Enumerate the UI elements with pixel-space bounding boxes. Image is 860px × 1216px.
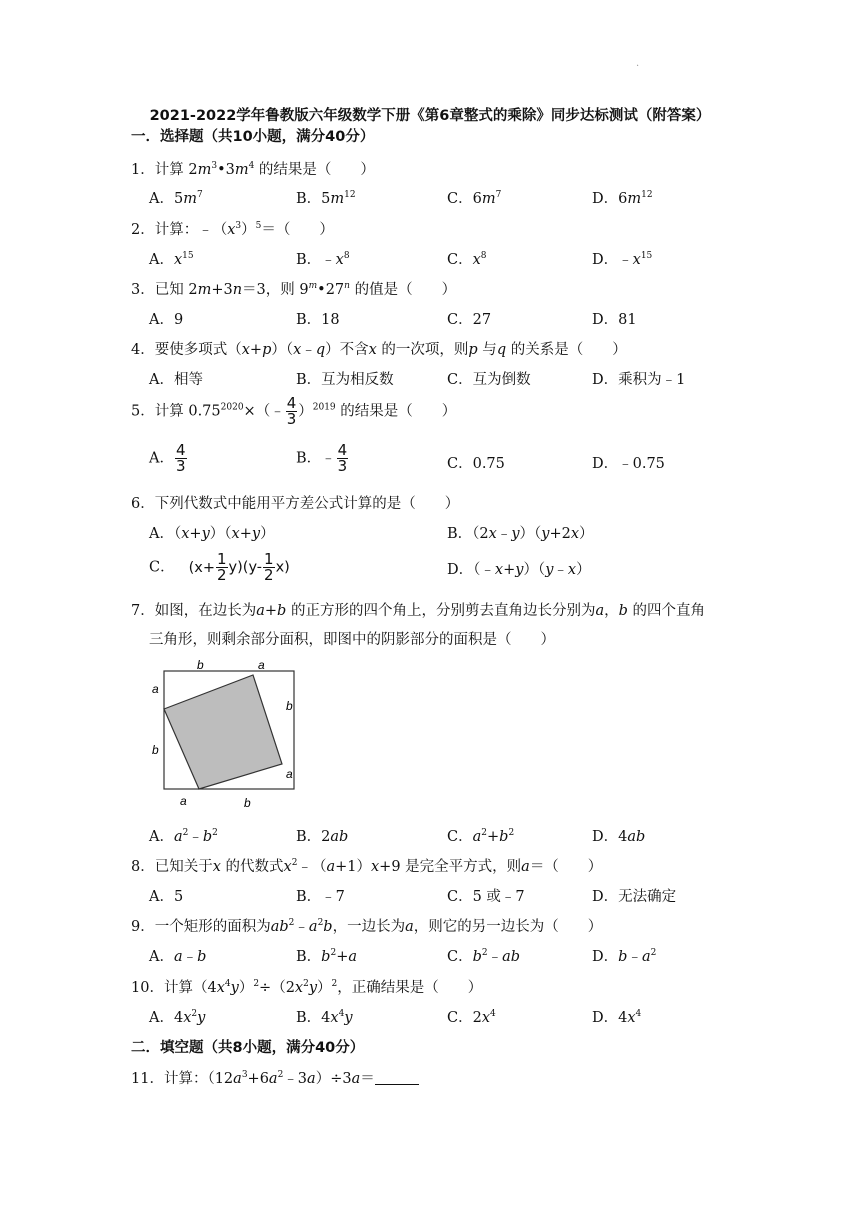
q9-option-d: D．$b﹣a^2$ [592,948,657,965]
q4-option-c: C．互为倒数 [447,372,531,388]
corner-dot: . [636,58,640,69]
q3-option-a: A．9 [149,312,184,328]
label-left-b: b [152,743,159,757]
q9-option-c: C．$b^2﹣ab$ [447,948,521,965]
q5-option-c: C．0.75 [447,456,505,472]
question-9: 9．一个矩形的面积为$ab^2﹣a^2b$，一边长为a，则它的另一边长为（ ） [131,918,603,935]
q7-option-a: A．$a^2﹣b^2$ [149,828,218,845]
q4-option-a: A．相等 [149,372,203,388]
q7-option-b: B．2ab [296,829,349,845]
question-1: 1．计算 $2m^3•3m^4$ 的结果是（ ） [131,161,375,178]
label-left-a: a [152,682,159,696]
question-6: 6．下列代数式中能用平方差公式计算的是（ ） [131,496,460,512]
q3-option-b: B．18 [296,312,340,328]
label-top-a: a [258,658,265,672]
q9-option-a: A．a﹣b [149,949,207,965]
q4-option-d: D．乘积为﹣1 [592,372,686,388]
label-bottom-a: a [180,794,187,808]
q5-option-b: B．﹣ $\frac{4}{3}$ [296,441,348,475]
q2-option-c: C．$x^8$ [447,251,487,268]
label-right-a: a [286,767,293,781]
question-7: 7．如图，在边长为a+b 的正方形的四个角上，分别剪去直角边长分别为a，b 的四个直角 [131,603,706,619]
q5-option-d: D．﹣0.75 [592,456,665,472]
q2-option-d: D．$﹣x^{15}$ [592,251,653,268]
label-right-b: b [286,699,293,713]
q10-option-c: C．$2x^4$ [447,1009,496,1026]
q8-option-a: A．5 [149,889,184,905]
q8-option-d: D．无法确定 [592,889,677,905]
q8-option-b: B．﹣7 [296,889,345,905]
question-10: 10．计算$(4x^4y)^2\div(2x^2y)^2$，正确结果是（ ） [131,979,483,996]
q6-option-b: B．（2x﹣y）（y+2x） [447,526,594,542]
label-bottom-b: b [244,796,251,810]
q2-option-b: B．$﹣x^8$ [296,251,350,268]
question-3: 3．已知 2m+3n＝3，则 9$^m$•27$^n$ 的值是（ ） [131,281,457,298]
q5-fraction: $\frac{4}{3}$ [286,394,297,428]
q3-option-c: C．27 [447,312,492,328]
q1-option-b: B．$5m^{12}$ [296,190,356,207]
question-4: 4．要使多项式（x+p）（x﹣q）不含x 的一次项，则p 与q 的关系是（ ） [131,342,627,358]
q8-option-c: C．5 或﹣7 [447,889,525,905]
q7-option-c: C．$a^2+b^2$ [447,828,515,845]
q1-option-c: C．$6m^7$ [447,190,502,207]
q6-option-c: C． (x+ $\frac{1}{2}$ y)(y- $\frac{1}{2}$ x) [149,550,290,584]
question-2: 2．计算：$﹣(x^3)^5=$（ ） [131,221,334,238]
section-fill-heading: 二．填空题（共8小题，满分40分） [131,1040,365,1056]
shaded-square [164,675,282,789]
answer-blank[interactable] [375,1072,419,1085]
q6-option-a: A．（x+y）（x+y） [149,526,275,542]
section-choice-heading: 一．选择题（共10小题，满分40分） [131,129,375,145]
q1-option-d: D．$6m^{12}$ [592,190,653,207]
q4-option-b: B．互为相反数 [296,372,394,388]
q10-option-b: B．$4x^4y$ [296,1009,353,1026]
question-8: 8．已知关于x 的代数式$x^2﹣(a+1)x+9$ 是完全平方式，则a＝（ ） [131,858,603,875]
q3-option-d: D．81 [592,312,637,328]
label-top-b: b [197,658,204,672]
document-title: 2021-2022学年鲁教版六年级数学下册《第6章整式的乘除》同步达标测试（附答案） [149,108,711,124]
q5-option-a: A． $\frac{4}{3}$ [149,441,186,475]
q6-option-d: D．（﹣x+y）（y﹣x） [447,562,591,578]
question-7-line-2: 三角形，则剩余部分面积，即图中的阴影部分的面积是（ ） [149,632,555,648]
q9-option-b: B．$b^2+a$ [296,948,357,965]
q7-square-figure [147,654,307,814]
question-11: 11．计算：$(12a^3+6a^2﹣3a)\div 3a=$ [131,1067,419,1088]
q10-option-a: A．$4x^2y$ [149,1009,206,1026]
question-5: 5．计算 $0.75^{2020}\times(﹣$ $\frac{4}{3}$ ）$^{2019}$ 的结果是（ ） [131,394,457,428]
q7-option-d: D．4ab [592,829,646,845]
q1-option-a: A．$5m^7$ [149,190,203,207]
q10-option-d: D．$4x^4$ [592,1009,642,1026]
q2-option-a: A．$x^{15}$ [149,251,194,268]
